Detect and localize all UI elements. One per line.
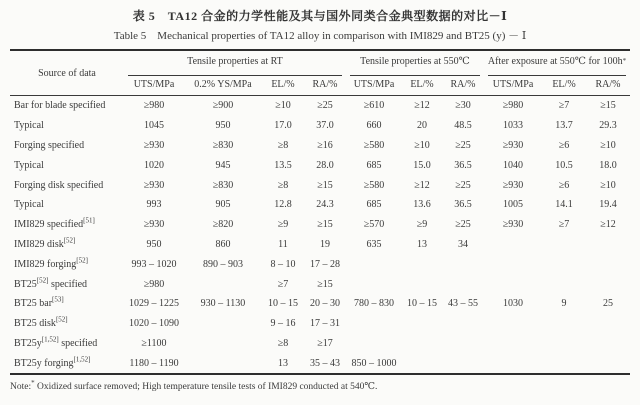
source-cell: IMI829 forging[52] (13, 256, 88, 270)
table-row (10, 195, 630, 215)
source-cell: Forging specified (13, 139, 85, 151)
value-cell (484, 274, 542, 294)
col-header: UTS/MPa (124, 74, 184, 96)
table-body (10, 96, 630, 375)
value-cell: 10.5 (555, 159, 573, 171)
value-cell: ≥930 (143, 219, 165, 231)
value-cell (542, 334, 586, 354)
citation-sup: [53] (52, 296, 64, 305)
value-cell: ≥25 (455, 139, 471, 151)
value-cell: 993 (146, 199, 162, 211)
col-header: RA/% (304, 74, 346, 96)
value-cell: 945 (215, 159, 231, 171)
value-cell: 9 (561, 298, 567, 310)
value-cell: 17 – 28 (309, 258, 340, 270)
value-cell: 8 – 10 (270, 258, 296, 270)
value-cell: 860 (215, 238, 231, 250)
value-cell: ≥570 (363, 219, 385, 231)
value-cell: 29.3 (599, 120, 617, 132)
properties-table (10, 49, 630, 375)
value-cell: ≥15 (317, 278, 333, 290)
value-cell (346, 254, 402, 274)
col-header: UTS/MPa (484, 74, 542, 96)
value-cell: 13.5 (274, 159, 292, 171)
value-cell (184, 274, 262, 294)
value-cell (542, 274, 586, 294)
value-cell: 28.0 (316, 159, 334, 171)
value-cell: 685 (366, 159, 382, 171)
value-cell: ≥980 (502, 100, 524, 112)
value-cell: ≥7 (558, 219, 570, 231)
value-cell (402, 334, 442, 354)
value-cell: ≥930 (502, 179, 524, 191)
value-cell (586, 334, 630, 354)
value-cell: 13 (416, 238, 427, 250)
value-cell: ≥30 (455, 100, 471, 112)
value-cell (586, 353, 630, 374)
value-cell (542, 254, 586, 274)
value-cell: ≥12 (600, 219, 616, 231)
source-cell: BT25y forging[1,52] (13, 355, 91, 369)
value-cell: 43 – 55 (447, 298, 478, 310)
value-cell: ≥25 (455, 179, 471, 191)
citation-sup: [51] (83, 216, 95, 225)
value-cell (586, 314, 630, 334)
value-cell: ≥17 (317, 337, 333, 349)
value-cell: 993 – 1020 (131, 258, 177, 270)
value-cell (542, 314, 586, 334)
table-row (10, 314, 630, 334)
value-cell (402, 314, 442, 334)
value-cell: 25 (603, 298, 613, 310)
value-cell: 34 (457, 238, 468, 250)
table-row (10, 175, 630, 195)
value-cell: 17 – 31 (309, 318, 340, 330)
value-cell: ≥8 (277, 139, 289, 151)
table-row (10, 155, 630, 175)
value-cell: 9 – 16 (270, 318, 296, 330)
value-cell: 660 (366, 120, 382, 132)
value-cell: 36.5 (454, 159, 472, 171)
value-cell: 13.7 (555, 120, 573, 132)
value-cell (346, 274, 402, 294)
value-cell (402, 353, 442, 374)
table-row (10, 215, 630, 235)
col-header: UTS/MPa (346, 74, 402, 96)
value-cell: 13.6 (413, 199, 431, 211)
value-cell: ≥980 (143, 278, 165, 290)
value-cell: ≥10 (414, 139, 430, 151)
value-cell: 17.0 (274, 120, 292, 132)
value-cell: 1005 (503, 199, 523, 211)
value-cell: 1020 – 1090 (128, 318, 179, 330)
value-cell: ≥830 (212, 179, 234, 191)
value-cell: 20 – 30 (309, 298, 340, 310)
value-cell (484, 235, 542, 255)
citation-sup: [52] (76, 256, 88, 265)
source-cell: Bar for blade specified (13, 100, 106, 112)
value-cell: 48.5 (454, 120, 472, 132)
table-row (10, 136, 630, 156)
source-cell: Typical (13, 199, 44, 211)
value-cell (542, 353, 586, 374)
value-cell (442, 353, 484, 374)
value-cell: ≥8 (277, 337, 289, 349)
value-cell: ≥7 (277, 278, 289, 290)
value-cell (184, 314, 262, 334)
value-cell: ≥610 (363, 100, 385, 112)
source-cell: BT25 disk[52] (13, 315, 68, 330)
value-cell: ≥930 (502, 139, 524, 151)
value-cell (402, 254, 442, 274)
value-cell (586, 235, 630, 255)
value-cell: ≥930 (143, 139, 165, 151)
source-cell: IMI829 specified[51] (13, 216, 95, 231)
citation-sup: [1,52] (41, 335, 59, 344)
value-cell: 19 (319, 238, 330, 250)
table-row (10, 116, 630, 136)
value-cell: 13 (277, 357, 288, 369)
value-cell: 1030 (503, 298, 523, 310)
citation-sup: [52] (63, 236, 76, 245)
group-tensile-rt: Tensile properties at RT (124, 50, 346, 74)
value-cell (442, 334, 484, 354)
value-cell (402, 274, 442, 294)
value-cell: ≥7 (558, 100, 570, 112)
value-cell: ≥930 (143, 179, 165, 191)
value-cell: ≥25 (455, 219, 471, 231)
citation-sup: [52] (55, 315, 68, 324)
source-cell: BT25 bar[53] (13, 296, 64, 310)
source-cell: Typical (13, 159, 44, 171)
value-cell: ≥830 (212, 139, 234, 151)
value-cell: 850 – 1000 (351, 357, 397, 369)
value-cell: ≥9 (277, 219, 289, 231)
value-cell (442, 274, 484, 294)
group-after-exposure: After exposure at 550℃ for 100h * (484, 50, 630, 74)
value-cell: ≥580 (363, 179, 385, 191)
value-cell (542, 235, 586, 255)
table-row (10, 353, 630, 374)
value-cell: ≥10 (275, 100, 291, 112)
value-cell (184, 353, 262, 374)
value-cell: 950 (146, 238, 162, 250)
col-header: RA/% (442, 74, 484, 96)
source-cell: IMI829 disk[52] (13, 236, 76, 250)
value-cell: 18.0 (599, 159, 617, 171)
value-cell: 36.5 (454, 199, 472, 211)
table-title-en: Table 5 Mechanical properties of TA12 alloy in comparison with IMI829 and BT25 (y) － Ⅰ (113, 30, 527, 42)
source-cell: BT25y[1,52] specified (13, 335, 98, 349)
value-cell (442, 314, 484, 334)
value-cell: 24.3 (316, 199, 334, 211)
table-title-zh: 表 5 TA12 合金的力学性能及其与国外同类合金典型数据的对比－Ⅰ (132, 9, 508, 23)
value-cell: ≥9 (416, 219, 428, 231)
source-cell: BT25[52] specified (13, 276, 88, 290)
value-cell: ≥15 (317, 179, 333, 191)
value-cell (586, 254, 630, 274)
value-cell: 14.1 (555, 199, 573, 211)
source-cell: Typical (13, 120, 44, 132)
col-header: EL/% (402, 74, 442, 96)
footnote (10, 381, 630, 392)
col-header: EL/% (262, 74, 304, 96)
value-cell: 1029 – 1225 (128, 298, 179, 310)
value-cell: ≥900 (212, 100, 234, 112)
table-row (10, 96, 630, 116)
footnote-label: Note: (10, 382, 32, 393)
col-header: 0.2% YS/MPa (184, 74, 262, 96)
value-cell: 20 (416, 120, 427, 132)
table-row (10, 294, 630, 314)
table-row (10, 334, 630, 354)
value-cell: 930 – 1130 (200, 298, 246, 310)
value-cell: 685 (366, 199, 382, 211)
value-cell: 37.0 (316, 120, 334, 132)
value-cell: ≥6 (558, 139, 570, 151)
citation-sup: [1,52] (73, 355, 91, 364)
value-cell: ≥16 (317, 139, 333, 151)
value-cell (586, 274, 630, 294)
value-cell (484, 353, 542, 374)
value-cell: 10 – 15 (267, 298, 298, 310)
value-cell: ≥8 (277, 179, 289, 191)
footnote-sup: * (31, 379, 35, 387)
value-cell: 1040 (503, 159, 523, 171)
value-cell: ≥930 (502, 219, 524, 231)
value-cell (442, 254, 484, 274)
value-cell: ≥15 (600, 100, 616, 112)
value-cell: ≥6 (558, 179, 570, 191)
value-cell: ≥580 (363, 139, 385, 151)
value-cell: 19.4 (599, 199, 617, 211)
col-header: RA/% (586, 74, 630, 96)
value-cell (184, 334, 262, 354)
value-cell (346, 334, 402, 354)
value-cell (346, 314, 402, 334)
value-cell: ≥12 (414, 100, 430, 112)
value-cell: 1020 (143, 159, 164, 171)
table-row (10, 274, 630, 294)
footnote-text: Oxidized surface removed; High temperature tensile tests of IMI829 conducted at 540℃. (34, 382, 378, 393)
value-cell: ≥25 (317, 100, 333, 112)
citation-sup: [52] (36, 276, 49, 285)
value-cell: ≥12 (414, 179, 430, 191)
value-cell: 950 (215, 120, 231, 132)
value-cell: 780 – 830 (353, 298, 394, 310)
value-cell: 10 – 15 (406, 298, 437, 310)
value-cell: ≥15 (317, 219, 333, 231)
value-cell: 12.8 (274, 199, 292, 211)
value-cell: ≥980 (143, 100, 165, 112)
value-cell: 35 – 43 (309, 357, 340, 369)
value-cell: 635 (366, 238, 382, 250)
group-tensile-550: Tensile properties at 550℃ (346, 50, 484, 74)
value-cell (484, 314, 542, 334)
value-cell: 1180 – 1190 (129, 357, 179, 369)
value-cell (484, 254, 542, 274)
table-row (10, 235, 630, 255)
value-cell: 15.0 (413, 159, 431, 171)
source-cell: Forging disk specified (13, 179, 104, 191)
value-cell: 890 – 903 (202, 258, 243, 270)
group-header-row (10, 50, 630, 74)
value-cell: 905 (215, 199, 231, 211)
value-cell (484, 334, 542, 354)
value-cell: 1033 (503, 120, 523, 132)
value-cell: ≥10 (600, 139, 616, 151)
value-cell: ≥1100 (141, 337, 167, 349)
col-header: EL/% (542, 74, 586, 96)
table-row (10, 254, 630, 274)
value-cell: 11 (278, 238, 288, 250)
value-cell: ≥820 (212, 219, 234, 231)
value-cell: ≥10 (600, 179, 616, 191)
source-of-data-header: Source of data (10, 50, 124, 96)
value-cell: 1045 (143, 120, 164, 132)
